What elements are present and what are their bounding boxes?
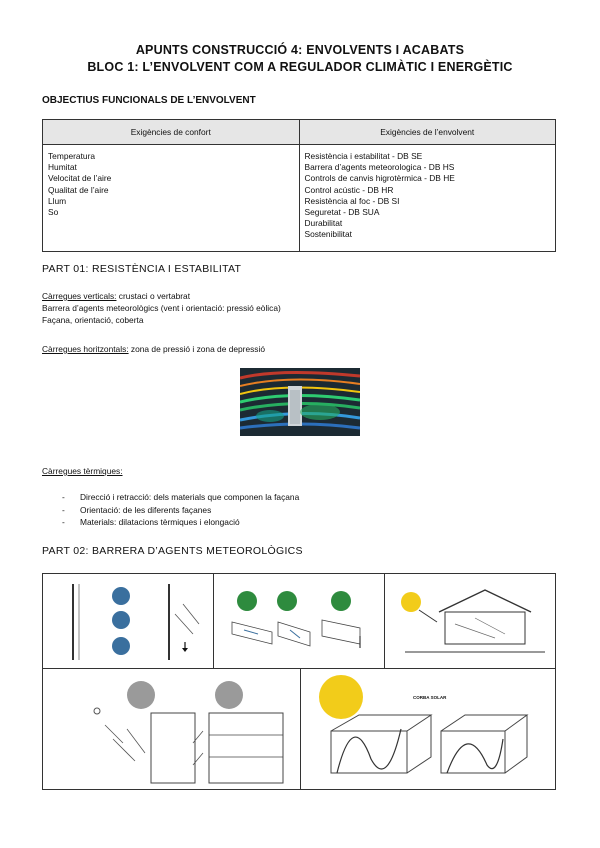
comfort-item: Velocitat de l’aire <box>48 173 112 184</box>
thermal-bullets <box>62 491 299 529</box>
envelope-item: Barrera d’agents meteorologica - DB HS <box>304 162 455 173</box>
envelope-item: Durabilitat <box>304 218 343 229</box>
document-title-line2: BLOC 1: L’ENVOLVENT COM A REGULADOR CLIMÀTIC I ENERGÈTIC <box>87 60 513 74</box>
envelope-header: Exigències de l’envolvent <box>299 120 556 145</box>
envelope-list <box>299 145 556 252</box>
wind-simulation-image <box>240 368 360 436</box>
meteo-line: Barrera d’agents meteorològics (vent i orientació: pressió eòlica) <box>42 303 281 313</box>
bullet-item: - Materials: dilatacions tèrmiques i elongació <box>62 516 299 529</box>
document-title-line1: APUNTS CONSTRUCCIÓ 4: ENVOLVENTS I ACABATS <box>135 43 465 57</box>
comfort-item: Temperatura <box>48 151 96 161</box>
comfort-item: Humitat <box>48 162 77 173</box>
envelope-item: Seguretat - DB SUA <box>304 207 380 218</box>
figure-facade-rain <box>42 668 301 790</box>
bullet-item: - Orientació: de les diferents façanes <box>62 504 299 517</box>
horizontal-loads-label: Càrregues horitzontals: <box>42 344 129 354</box>
part02-heading: PART 02: BARRERA D’AGENTS METEOROLÒGICS <box>42 545 303 557</box>
vertical-loads-line <box>42 291 562 303</box>
comfort-header: Exigències de confort <box>43 120 300 145</box>
objectives-heading: OBJECTIUS FUNCIONALS DE L’ENVOLVENT <box>42 95 256 106</box>
envelope-item: Control acústic - DB HR <box>304 184 394 195</box>
figure-joints <box>213 573 385 669</box>
figure-wall-cavity <box>42 573 214 669</box>
comfort-item: So <box>48 207 59 218</box>
figure-roof-section <box>384 573 556 669</box>
vertical-loads-text: crustaci o vertabrat <box>116 291 191 301</box>
figure-solar-curve <box>300 668 556 790</box>
envelope-item: Resistència i estabilitat - DB SE <box>304 151 423 161</box>
requirements-table <box>42 119 556 252</box>
facade-line: Façana, orientació, coberta <box>42 315 144 325</box>
horizontal-loads-line <box>42 344 562 356</box>
thermal-loads-label: Càrregues tèrmiques: <box>42 466 123 476</box>
envelope-item: Controls de canvis higrotèrmica - DB HE <box>304 173 455 184</box>
horizontal-loads-text: zona de pressió i zona de depressió <box>128 344 266 354</box>
envelope-item: Sostenibilitat <box>304 229 352 240</box>
part01-heading: PART 01: RESISTÈNCIA I ESTABILITAT <box>42 263 242 275</box>
solar-curve-label: CORBA SOLAR <box>413 695 447 700</box>
comfort-list <box>43 145 300 252</box>
comfort-item: Qualitat de l’aire <box>48 184 109 195</box>
envelope-item: Resistència al foc - DB SI <box>304 195 400 206</box>
comfort-item: Llum <box>48 195 67 206</box>
bullet-item: - Direcció i retracció: dels materials que componen la façana <box>62 491 299 504</box>
vertical-loads-label: Càrregues verticals: <box>42 291 117 301</box>
